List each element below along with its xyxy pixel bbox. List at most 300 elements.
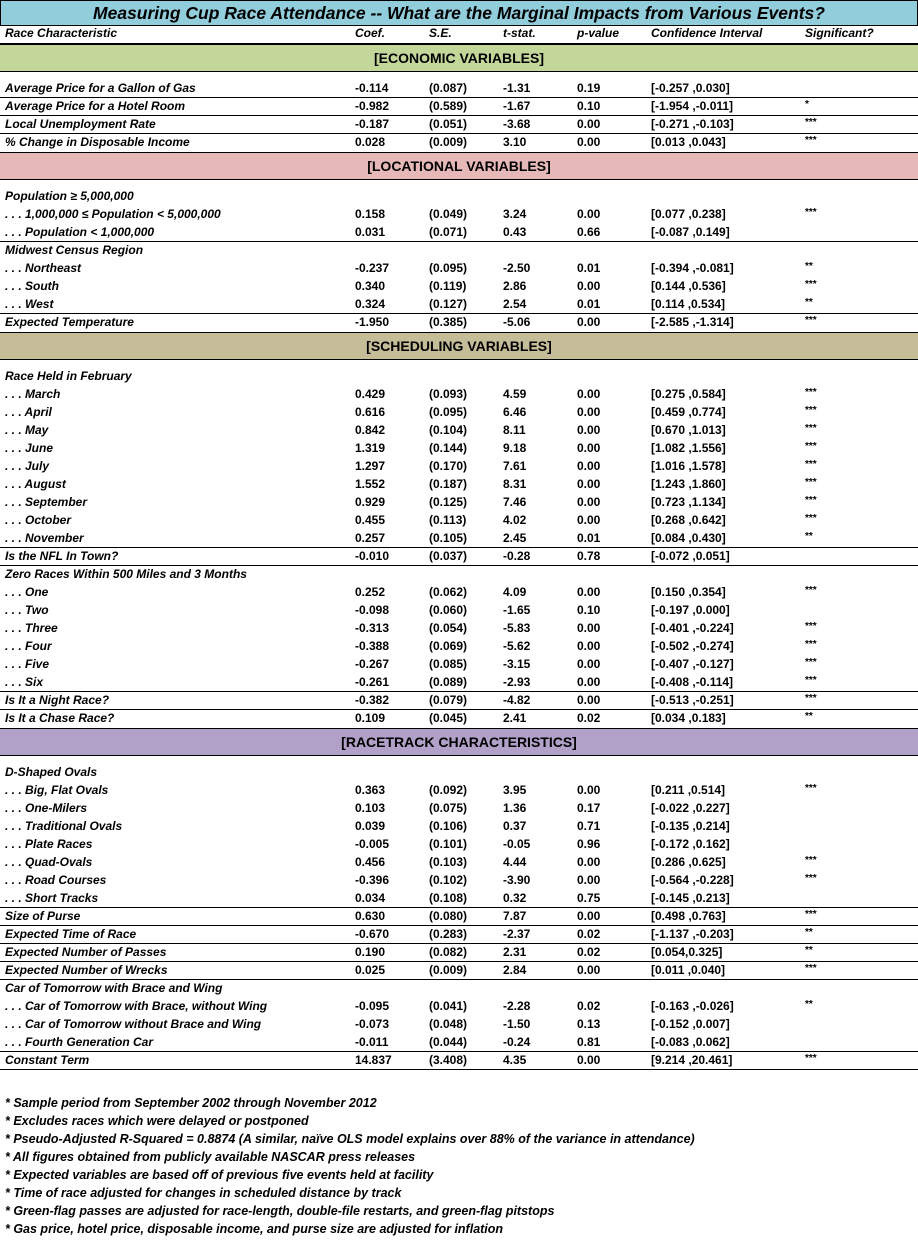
cell-pvalue: 0.00: [577, 441, 601, 455]
column-header-row: [0, 26, 918, 44]
cell-pvalue: 0.19: [577, 81, 601, 95]
table-row: [0, 494, 918, 512]
table-row: [0, 386, 918, 404]
cell-tstat: -5.62: [503, 639, 531, 653]
cell-coef: 0.630: [355, 909, 386, 923]
row-label: Is It a Chase Race?: [5, 711, 115, 725]
table-row: [0, 134, 918, 152]
cell-coef: -0.388: [355, 639, 390, 653]
cell-tstat: 6.46: [503, 405, 527, 419]
cell-pvalue: 0.00: [577, 585, 601, 599]
cell-ci: [-0.271 ,-0.103]: [651, 117, 734, 131]
cell-pvalue: 0.96: [577, 837, 601, 851]
cell-significance: ***: [805, 585, 817, 596]
cell-pvalue: 0.00: [577, 1053, 601, 1067]
cell-pvalue: 0.02: [577, 927, 601, 941]
row-label: Expected Time of Race: [5, 927, 137, 941]
cell-pvalue: 0.00: [577, 207, 601, 221]
table-row: [0, 548, 918, 566]
col-header-ci: Confidence Interval: [651, 26, 763, 40]
cell-pvalue: 0.00: [577, 495, 601, 509]
cell-significance: ***: [805, 657, 817, 668]
row-label: . . . October: [5, 513, 72, 527]
row-label: . . . One-Milers: [5, 801, 88, 815]
cell-tstat: -0.24: [503, 1035, 531, 1049]
cell-se: (0.119): [429, 279, 467, 293]
cell-ci: [-1.137 ,-0.203]: [651, 927, 734, 941]
cell-ci: [-0.394 ,-0.081]: [651, 261, 734, 275]
cell-significance: ***: [805, 621, 817, 632]
cell-ci: [-0.513 ,-0.251]: [651, 693, 734, 707]
cell-tstat: 2.54: [503, 297, 527, 311]
row-label: . . . Two: [5, 603, 49, 617]
cell-ci: [-0.022 ,0.227]: [651, 801, 730, 815]
cell-coef: -0.010: [355, 549, 390, 563]
cell-coef: 0.031: [355, 225, 386, 239]
cell-tstat: 4.44: [503, 855, 527, 869]
section-spacer: [0, 180, 918, 188]
cell-ci: [-0.172 ,0.162]: [651, 837, 730, 851]
row-label: Is It a Night Race?: [5, 693, 110, 707]
row-label: Car of Tomorrow with Brace and Wing: [5, 981, 223, 995]
cell-ci: [-0.197 ,0.000]: [651, 603, 730, 617]
cell-pvalue: 0.13: [577, 1017, 601, 1031]
cell-significance: ***: [805, 441, 817, 452]
row-label: . . . Road Courses: [5, 873, 107, 887]
cell-ci: [-0.564 ,-0.228]: [651, 873, 734, 887]
row-label: Constant Term: [5, 1053, 90, 1067]
table-row: [0, 98, 918, 116]
cell-se: (0.075): [429, 801, 468, 815]
cell-pvalue: 0.00: [577, 405, 601, 419]
cell-coef: -0.073: [355, 1017, 390, 1031]
cell-ci: [0.013 ,0.043]: [651, 135, 726, 149]
cell-se: (0.127): [429, 297, 468, 311]
cell-pvalue: 0.01: [577, 297, 601, 311]
footnote: * Expected variables are based off of previous five events held at facility: [5, 1168, 434, 1182]
cell-pvalue: 0.10: [577, 603, 601, 617]
cell-coef: 0.929: [355, 495, 386, 509]
row-label: . . . July: [5, 459, 50, 473]
cell-pvalue: 0.00: [577, 963, 601, 977]
table-row: [0, 296, 918, 314]
cell-significance: **: [805, 711, 813, 722]
row-label: Expected Temperature: [5, 315, 134, 329]
cell-coef: 0.252: [355, 585, 386, 599]
cell-se: (0.105): [429, 531, 468, 545]
cell-coef: 1.552: [355, 477, 386, 491]
cell-ci: [0.286 ,0.625]: [651, 855, 726, 869]
cell-pvalue: 0.10: [577, 99, 601, 113]
cell-coef: 1.319: [355, 441, 386, 455]
cell-tstat: -2.37: [503, 927, 531, 941]
cell-pvalue: 0.00: [577, 675, 601, 689]
cell-ci: [0.084 ,0.430]: [651, 531, 726, 545]
cell-tstat: -1.31: [503, 81, 531, 95]
cell-coef: -0.098: [355, 603, 390, 617]
cell-significance: **: [805, 999, 813, 1010]
table-row: [0, 404, 918, 422]
cell-ci: [0.011 ,0.040]: [651, 963, 726, 977]
row-label: Race Held in February: [5, 369, 132, 383]
table-row: [0, 602, 918, 620]
table-row: [0, 872, 918, 890]
row-label: Is the NFL In Town?: [5, 549, 119, 563]
table-row: [0, 656, 918, 674]
cell-se: (0.092): [429, 783, 468, 797]
cell-pvalue: 0.71: [577, 819, 601, 833]
cell-pvalue: 0.02: [577, 945, 601, 959]
cell-ci: [0.459 ,0.774]: [651, 405, 726, 419]
cell-se: (0.037): [429, 549, 468, 563]
cell-ci: [-0.135 ,0.214]: [651, 819, 730, 833]
cell-tstat: -0.28: [503, 549, 531, 563]
row-label: . . . June: [5, 441, 54, 455]
cell-ci: [-0.401 ,-0.224]: [651, 621, 734, 635]
table-row: [0, 800, 918, 818]
cell-se: (0.103): [429, 855, 468, 869]
row-label: . . . Quad-Ovals: [5, 855, 93, 869]
cell-coef: 0.340: [355, 279, 386, 293]
row-label: . . . One: [5, 585, 49, 599]
cell-ci: [-0.083 ,0.062]: [651, 1035, 730, 1049]
row-label: . . . Plate Races: [5, 837, 93, 851]
cell-tstat: 7.46: [503, 495, 527, 509]
cell-tstat: 4.02: [503, 513, 527, 527]
cell-coef: 0.034: [355, 891, 386, 905]
cell-se: (0.095): [429, 405, 468, 419]
cell-significance: ***: [805, 513, 817, 524]
cell-tstat: 8.31: [503, 477, 527, 491]
row-label: D-Shaped Ovals: [5, 765, 98, 779]
cell-significance: ***: [805, 315, 817, 326]
cell-pvalue: 0.75: [577, 891, 601, 905]
cell-ci: [-0.072 ,0.051]: [651, 549, 730, 563]
cell-coef: 1.297: [355, 459, 386, 473]
cell-significance: **: [805, 927, 813, 938]
cell-tstat: 9.18: [503, 441, 527, 455]
cell-ci: [-0.502 ,-0.274]: [651, 639, 734, 653]
cell-se: (0.062): [429, 585, 468, 599]
cell-pvalue: 0.02: [577, 999, 601, 1013]
cell-se: (0.060): [429, 603, 468, 617]
cell-coef: -0.005: [355, 837, 390, 851]
cell-coef: 0.429: [355, 387, 386, 401]
cell-se: (0.283): [429, 927, 468, 941]
row-label: . . . South: [5, 279, 59, 293]
cell-se: (0.589): [429, 99, 468, 113]
table-title: Measuring Cup Race Attendance -- What are the Marginal Impacts from Various Events?: [0, 0, 918, 26]
table-row: [0, 710, 918, 728]
table-row: [0, 836, 918, 854]
table-row: [0, 782, 918, 800]
cell-tstat: 4.59: [503, 387, 527, 401]
cell-coef: -0.267: [355, 657, 390, 671]
cell-ci: [0.268 ,0.642]: [651, 513, 726, 527]
cell-coef: 0.103: [355, 801, 386, 815]
table-row: [0, 854, 918, 872]
cell-coef: -0.396: [355, 873, 390, 887]
cell-ci: [-1.954 ,-0.011]: [651, 99, 734, 113]
row-label: . . . August: [5, 477, 66, 491]
table-row: [0, 692, 918, 710]
cell-se: (0.170): [429, 459, 468, 473]
row-label: . . . 1,000,000 ≤ Population < 5,000,000: [5, 207, 221, 221]
cell-pvalue: 0.00: [577, 855, 601, 869]
cell-pvalue: 0.00: [577, 315, 601, 329]
cell-se: (0.104): [429, 423, 468, 437]
cell-pvalue: 0.17: [577, 801, 601, 815]
cell-significance: **: [805, 945, 813, 956]
cell-se: (0.080): [429, 909, 468, 923]
cell-pvalue: 0.00: [577, 873, 601, 887]
row-label: . . . Five: [5, 657, 50, 671]
cell-pvalue: 0.66: [577, 225, 601, 239]
table-row: [0, 188, 918, 206]
cell-coef: -0.237: [355, 261, 390, 275]
cell-significance: ***: [805, 387, 817, 398]
table-row: [0, 80, 918, 98]
cell-se: (0.054): [429, 621, 468, 635]
table-row: [0, 242, 918, 260]
cell-se: (0.048): [429, 1017, 468, 1031]
cell-pvalue: 0.00: [577, 387, 601, 401]
table-row: [0, 206, 918, 224]
cell-tstat: 1.36: [503, 801, 527, 815]
cell-ci: [9.214 ,20.461]: [651, 1053, 733, 1067]
cell-tstat: 7.87: [503, 909, 527, 923]
cell-tstat: 2.31: [503, 945, 527, 959]
table-row: [0, 1016, 918, 1034]
cell-tstat: 0.37: [503, 819, 527, 833]
cell-significance: ***: [805, 675, 817, 686]
cell-tstat: 2.84: [503, 963, 527, 977]
table-row: [0, 224, 918, 242]
cell-ci: [1.243 ,1.860]: [651, 477, 726, 491]
table-row: [0, 890, 918, 908]
cell-pvalue: 0.00: [577, 693, 601, 707]
cell-pvalue: 0.00: [577, 621, 601, 635]
cell-coef: 0.363: [355, 783, 386, 797]
cell-se: (0.125): [429, 495, 468, 509]
cell-ci: [0.150 ,0.354]: [651, 585, 726, 599]
cell-se: (0.085): [429, 657, 468, 671]
cell-coef: 0.455: [355, 513, 386, 527]
row-label: . . . November: [5, 531, 84, 545]
cell-tstat: 7.61: [503, 459, 527, 473]
cell-pvalue: 0.00: [577, 477, 601, 491]
cell-se: (0.102): [429, 873, 468, 887]
table-row: [0, 998, 918, 1016]
table-row: [0, 944, 918, 962]
cell-se: (0.009): [429, 135, 468, 149]
cell-significance: ***: [805, 783, 817, 794]
row-label: Midwest Census Region: [5, 243, 144, 257]
cell-coef: 14.837: [355, 1053, 392, 1067]
cell-tstat: -3.68: [503, 117, 531, 131]
cell-coef: -0.187: [355, 117, 390, 131]
footnote: * Sample period from September 2002 through November 2012: [5, 1096, 377, 1110]
cell-significance: ***: [805, 873, 817, 884]
cell-pvalue: 0.00: [577, 639, 601, 653]
cell-pvalue: 0.01: [577, 261, 601, 275]
row-label: . . . Three: [5, 621, 58, 635]
footnote: * Gas price, hotel price, disposable income, and purse size are adjusted for inflation: [5, 1222, 504, 1236]
table-row: [0, 908, 918, 926]
cell-significance: ***: [805, 279, 817, 290]
row-label: Average Price for a Gallon of Gas: [5, 81, 196, 95]
table-row: [0, 926, 918, 944]
cell-ci: [0.723 ,1.134]: [651, 495, 726, 509]
cell-pvalue: 0.01: [577, 531, 601, 545]
cell-se: (0.113): [429, 513, 467, 527]
cell-ci: [-0.145 ,0.213]: [651, 891, 730, 905]
cell-significance: **: [805, 531, 813, 542]
cell-pvalue: 0.78: [577, 549, 601, 563]
cell-coef: -0.670: [355, 927, 390, 941]
cell-significance: ***: [805, 405, 817, 416]
cell-coef: 0.158: [355, 207, 386, 221]
table-row: [0, 314, 918, 332]
cell-tstat: 8.11: [503, 423, 526, 437]
cell-tstat: 4.09: [503, 585, 527, 599]
cell-significance: ***: [805, 117, 817, 128]
cell-ci: [-0.407 ,-0.127]: [651, 657, 734, 671]
section-header-econ: [ECONOMIC VARIABLES]: [0, 44, 918, 72]
section-header-loc: [LOCATIONAL VARIABLES]: [0, 152, 918, 180]
col-header-significant: Significant?: [805, 26, 874, 40]
row-label: % Change in Disposable Income: [5, 135, 190, 149]
cell-pvalue: 0.00: [577, 909, 601, 923]
cell-pvalue: 0.00: [577, 459, 601, 473]
cell-pvalue: 0.02: [577, 711, 601, 725]
cell-significance: ***: [805, 423, 817, 434]
cell-significance: ***: [805, 459, 817, 470]
cell-pvalue: 0.00: [577, 513, 601, 527]
cell-tstat: -1.50: [503, 1017, 531, 1031]
cell-se: (0.089): [429, 675, 468, 689]
section-spacer: [0, 72, 918, 80]
row-label: Average Price for a Hotel Room: [5, 99, 186, 113]
cell-pvalue: 0.81: [577, 1035, 601, 1049]
cell-tstat: -3.15: [503, 657, 531, 671]
cell-tstat: 3.24: [503, 207, 527, 221]
cell-se: (0.082): [429, 945, 468, 959]
table-body: [0, 44, 918, 1070]
cell-coef: 0.257: [355, 531, 386, 545]
cell-tstat: 3.95: [503, 783, 527, 797]
row-label: Local Unemployment Rate: [5, 117, 156, 131]
cell-significance: ***: [805, 855, 817, 866]
cell-ci: [-0.152 ,0.007]: [651, 1017, 730, 1031]
cell-coef: -0.982: [355, 99, 390, 113]
cell-pvalue: 0.00: [577, 279, 601, 293]
row-label: . . . Population < 1,000,000: [5, 225, 155, 239]
cell-coef: -0.011: [355, 1035, 389, 1049]
cell-ci: [0.077 ,0.238]: [651, 207, 726, 221]
cell-ci: [0.498 ,0.763]: [651, 909, 726, 923]
table-row: [0, 584, 918, 602]
cell-se: (0.071): [429, 225, 468, 239]
cell-ci: [-2.585 ,-1.314]: [651, 315, 734, 329]
table-row: [0, 1034, 918, 1052]
col-header-pvalue: p-value: [577, 26, 620, 40]
cell-se: (0.009): [429, 963, 468, 977]
row-label: . . . Big, Flat Ovals: [5, 783, 109, 797]
cell-se: (0.045): [429, 711, 468, 725]
cell-coef: 0.039: [355, 819, 386, 833]
row-label: . . . Car of Tomorrow with Brace, without Wing: [5, 999, 268, 1013]
col-header-se: S.E.: [429, 26, 452, 40]
section-header-track: [RACETRACK CHARACTERISTICS]: [0, 728, 918, 756]
cell-se: (0.041): [429, 999, 468, 1013]
cell-significance: **: [805, 297, 813, 308]
row-label: . . . Short Tracks: [5, 891, 99, 905]
cell-tstat: -5.83: [503, 621, 531, 635]
cell-tstat: -2.28: [503, 999, 531, 1013]
cell-tstat: -0.05: [503, 837, 531, 851]
cell-coef: -0.261: [355, 675, 390, 689]
cell-significance: ***: [805, 207, 817, 218]
cell-pvalue: 0.00: [577, 783, 601, 797]
col-header-characteristic: Race Characteristic: [5, 26, 118, 40]
cell-tstat: 0.43: [503, 225, 527, 239]
cell-ci: [-0.163 ,-0.026]: [651, 999, 734, 1013]
cell-ci: [-0.087 ,0.149]: [651, 225, 730, 239]
cell-ci: [0.054,0.325]: [651, 945, 723, 959]
table-row: [0, 980, 918, 998]
section-spacer: [0, 360, 918, 368]
row-label: . . . Car of Tomorrow without Brace and Wing: [5, 1017, 262, 1031]
table-row: [0, 566, 918, 584]
cell-ci: [1.082 ,1.556]: [651, 441, 726, 455]
cell-ci: [0.275 ,0.584]: [651, 387, 726, 401]
cell-pvalue: 0.00: [577, 135, 601, 149]
cell-se: (0.187): [429, 477, 468, 491]
footnote: * Excludes races which were delayed or postponed: [5, 1114, 309, 1128]
cell-tstat: -5.06: [503, 315, 531, 329]
cell-ci: [0.034 ,0.183]: [651, 711, 726, 725]
cell-significance: ***: [805, 1053, 817, 1064]
table-row: [0, 962, 918, 980]
cell-tstat: -4.82: [503, 693, 531, 707]
cell-se: (0.087): [429, 81, 468, 95]
cell-pvalue: 0.00: [577, 657, 601, 671]
cell-ci: [0.114 ,0.534]: [651, 297, 726, 311]
cell-tstat: -2.93: [503, 675, 531, 689]
table-row: [0, 278, 918, 296]
cell-tstat: 3.10: [503, 135, 527, 149]
row-label: . . . Northeast: [5, 261, 82, 275]
cell-se: (0.093): [429, 387, 468, 401]
row-label: . . . April: [5, 405, 52, 419]
cell-coef: -0.095: [355, 999, 390, 1013]
table-row: [0, 674, 918, 692]
row-label: . . . September: [5, 495, 88, 509]
cell-se: (3.408): [429, 1053, 468, 1067]
section-spacer: [0, 756, 918, 764]
cell-significance: *: [805, 99, 809, 110]
row-label: Population ≥ 5,000,000: [5, 189, 134, 203]
table-row: [0, 530, 918, 548]
cell-coef: -0.382: [355, 693, 390, 707]
cell-ci: [-0.257 ,0.030]: [651, 81, 730, 95]
col-header-coef: Coef.: [355, 26, 385, 40]
cell-se: (0.108): [429, 891, 468, 905]
row-label: Expected Number of Passes: [5, 945, 167, 959]
row-label: . . . Traditional Ovals: [5, 819, 123, 833]
cell-ci: [-0.408 ,-0.114]: [651, 675, 734, 689]
